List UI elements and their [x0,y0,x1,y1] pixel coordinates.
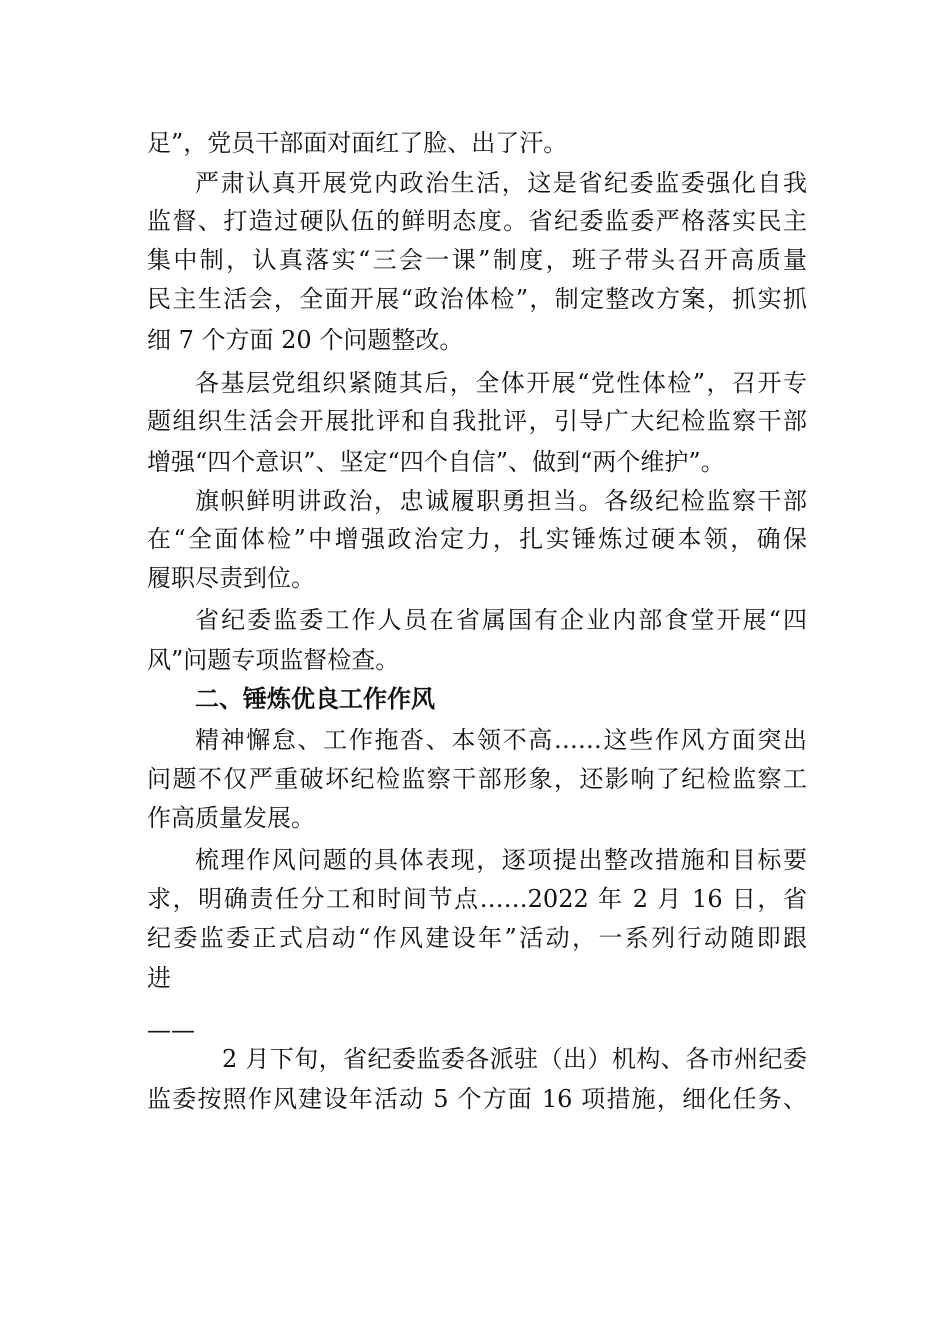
text-line: 求，明确责任分工和时间节点……2022 年 2 月 16 日，省 [147,885,807,913]
text-line: 足”，党员干部面对面红了脸、出了汗。 [147,129,568,157]
text-line: 增强“四个意识”、坚定“四个自信”、做到“两个维护”。 [147,448,725,476]
text-line: 监督、打造过硬队伍的鲜明态度。省纪委监委严格落实民主 [147,207,807,235]
text-line: 细 7 个方面 20 个问题整改。 [147,326,464,354]
text-line: 各基层党组织紧随其后，全体开展“党性体检”，召开专 [195,369,807,397]
text-line: 风”问题专项监督检查。 [147,646,400,674]
text-line: 监委按照作风建设年活动 5 个方面 16 项措施，细化任务、 [147,1085,807,1113]
text-line: 进 [147,964,171,992]
text-line: 在“全面体检”中增强政治定力，扎实锤炼过硬本领，确保 [147,525,807,553]
text-line: 问题不仅严重破坏纪检监察干部形象，还影响了纪检监察工 [147,765,807,793]
em-dash-line: —— [147,1016,195,1044]
text-line: 纪委监委正式启动“作风建设年”活动，一系列行动随即跟 [147,924,807,952]
text-line: 2 月下旬，省纪委监委各派驻（出）机构、各市州纪委 [222,1045,807,1073]
text-line: 履职尽责到位。 [147,564,315,592]
text-line: 梳理作风问题的具体表现，逐项提出整改措施和目标要 [195,846,807,874]
section-heading: 二、锤炼优良工作作风 [195,685,435,713]
text-line: 集中制，认真落实“三会一课”制度，班子带头召开高质量 [147,246,807,274]
text-line: 严肃认真开展党内政治生活，这是省纪委监委强化自我 [195,169,807,197]
text-line: 省纪委监委工作人员在省属国有企业内部食堂开展“四 [195,606,807,634]
text-line: 题组织生活会开展批评和自我批评，引导广大纪检监察干部 [147,407,807,435]
text-line: 旗帜鲜明讲政治，忠诚履职勇担当。各级纪检监察干部 [195,487,807,515]
text-line: 作高质量发展。 [147,804,315,832]
text-line: 民主生活会，全面开展“政治体检”，制定整改方案，抓实抓 [147,285,807,313]
text-line: 精神懈怠、工作拖沓、本领不高……这些作风方面突出 [195,726,807,754]
